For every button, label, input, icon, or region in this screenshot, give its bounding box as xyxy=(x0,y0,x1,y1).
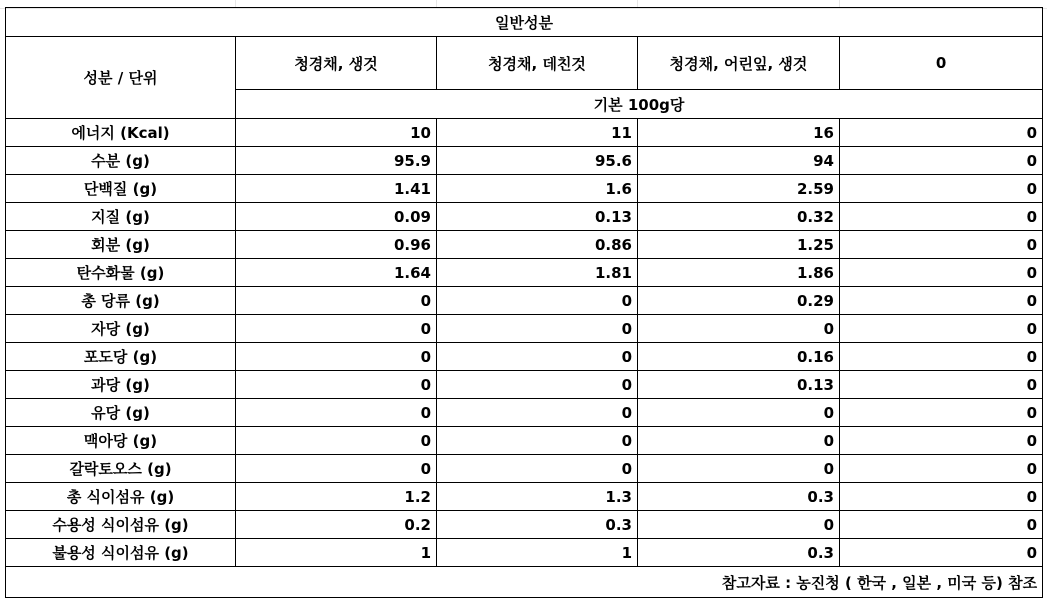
row-label: 포도당 (g) xyxy=(6,343,236,371)
row-label: 에너지 (Kcal) xyxy=(6,119,236,147)
table-row xyxy=(6,455,1043,483)
table-row xyxy=(6,287,1043,315)
value-cell: 0 xyxy=(437,427,638,455)
value-cell: 16 xyxy=(638,119,840,147)
value-cell: 0 xyxy=(840,483,1043,511)
table-row xyxy=(6,315,1043,343)
row-label: 단백질 (g) xyxy=(6,175,236,203)
value-cell: 0 xyxy=(437,399,638,427)
value-cell: 0 xyxy=(840,455,1043,483)
value-cell: 11 xyxy=(437,119,638,147)
value-cell: 0 xyxy=(236,371,437,399)
table-row xyxy=(6,175,1043,203)
value-cell: 0.32 xyxy=(638,203,840,231)
table-row xyxy=(6,147,1043,175)
value-cell: 0 xyxy=(437,455,638,483)
food-header-cell: 청경채, 데친것 xyxy=(437,37,638,90)
value-cell: 0 xyxy=(437,371,638,399)
table-row xyxy=(6,539,1043,567)
table-row xyxy=(6,371,1043,399)
value-cell: 0 xyxy=(840,371,1043,399)
value-cell: 0 xyxy=(840,343,1043,371)
table-row xyxy=(6,427,1043,455)
value-cell: 0 xyxy=(840,259,1043,287)
value-cell: 95.6 xyxy=(437,147,638,175)
basis-label: 기본 100g당 xyxy=(236,90,1043,119)
row-label: 자당 (g) xyxy=(6,315,236,343)
value-cell: 0 xyxy=(437,315,638,343)
food-header-cell: 청경채, 어린잎, 생것 xyxy=(638,37,840,90)
value-cell: 0.29 xyxy=(638,287,840,315)
value-cell: 1.3 xyxy=(437,483,638,511)
row-label: 불용성 식이섬유 (g) xyxy=(6,539,236,567)
value-cell: 0 xyxy=(236,287,437,315)
value-cell: 0.3 xyxy=(638,539,840,567)
row-label: 지질 (g) xyxy=(6,203,236,231)
value-cell: 0 xyxy=(840,539,1043,567)
table-row xyxy=(6,511,1043,539)
value-cell: 0 xyxy=(840,315,1043,343)
value-cell: 0 xyxy=(437,343,638,371)
value-cell: 0 xyxy=(840,203,1043,231)
value-cell: 0 xyxy=(638,427,840,455)
value-cell: 0 xyxy=(236,455,437,483)
value-cell: 0 xyxy=(840,399,1043,427)
row-label: 총 식이섬유 (g) xyxy=(6,483,236,511)
row-label: 회분 (g) xyxy=(6,231,236,259)
row-label: 유당 (g) xyxy=(6,399,236,427)
value-cell: 0.16 xyxy=(638,343,840,371)
row-label: 갈락토오스 (g) xyxy=(6,455,236,483)
value-cell: 1.86 xyxy=(638,259,840,287)
table-row xyxy=(6,203,1043,231)
value-cell: 1.41 xyxy=(236,175,437,203)
value-cell: 0 xyxy=(638,315,840,343)
value-cell: 0 xyxy=(236,343,437,371)
value-cell: 0.3 xyxy=(638,483,840,511)
value-cell: 94 xyxy=(638,147,840,175)
row-label: 총 당류 (g) xyxy=(6,287,236,315)
table-row xyxy=(6,259,1043,287)
value-cell: 0.13 xyxy=(437,203,638,231)
table-row xyxy=(6,231,1043,259)
row-label: 과당 (g) xyxy=(6,371,236,399)
table-row xyxy=(6,119,1043,147)
value-cell: 0 xyxy=(638,511,840,539)
value-cell: 0 xyxy=(840,231,1043,259)
food-header-cell: 청경채, 생것 xyxy=(236,37,437,90)
value-cell: 10 xyxy=(236,119,437,147)
value-cell: 0 xyxy=(840,287,1043,315)
row-label: 수용성 식이섬유 (g) xyxy=(6,511,236,539)
source-note: 참고자료 : 농진청 ( 한국 , 일본 , 미국 등) 참조 xyxy=(6,567,1043,598)
food-header-cell: 0 xyxy=(840,37,1043,90)
value-cell: 2.59 xyxy=(638,175,840,203)
value-cell: 1 xyxy=(236,539,437,567)
source-row xyxy=(6,567,1043,598)
value-cell: 0 xyxy=(236,427,437,455)
value-cell: 0.86 xyxy=(437,231,638,259)
value-cell: 0 xyxy=(437,287,638,315)
value-cell: 0 xyxy=(840,511,1043,539)
table-row xyxy=(6,343,1043,371)
table-row xyxy=(6,483,1043,511)
food-header-row xyxy=(6,37,1043,90)
value-cell: 0 xyxy=(638,455,840,483)
row-label: 맥아당 (g) xyxy=(6,427,236,455)
value-cell: 0.3 xyxy=(437,511,638,539)
value-cell: 0.2 xyxy=(236,511,437,539)
value-cell: 1.2 xyxy=(236,483,437,511)
value-cell: 0 xyxy=(236,399,437,427)
row-label: 수분 (g) xyxy=(6,147,236,175)
value-cell: 0.09 xyxy=(236,203,437,231)
component-unit-header: 성분 / 단위 xyxy=(6,37,236,119)
value-cell: 1.6 xyxy=(437,175,638,203)
value-cell: 0 xyxy=(638,399,840,427)
value-cell: 0.96 xyxy=(236,231,437,259)
value-cell: 1.25 xyxy=(638,231,840,259)
value-cell: 1 xyxy=(437,539,638,567)
value-cell: 1.64 xyxy=(236,259,437,287)
value-cell: 0 xyxy=(236,315,437,343)
nutrition-table xyxy=(5,7,1043,598)
value-cell: 0 xyxy=(840,427,1043,455)
value-cell: 0 xyxy=(840,119,1043,147)
row-label: 탄수화물 (g) xyxy=(6,259,236,287)
table-row xyxy=(6,399,1043,427)
value-cell: 0.13 xyxy=(638,371,840,399)
section-title-row xyxy=(6,8,1043,37)
value-cell: 0 xyxy=(840,147,1043,175)
value-cell: 95.9 xyxy=(236,147,437,175)
value-cell: 1.81 xyxy=(437,259,638,287)
section-title: 일반성분 xyxy=(6,8,1043,37)
value-cell: 0 xyxy=(840,175,1043,203)
